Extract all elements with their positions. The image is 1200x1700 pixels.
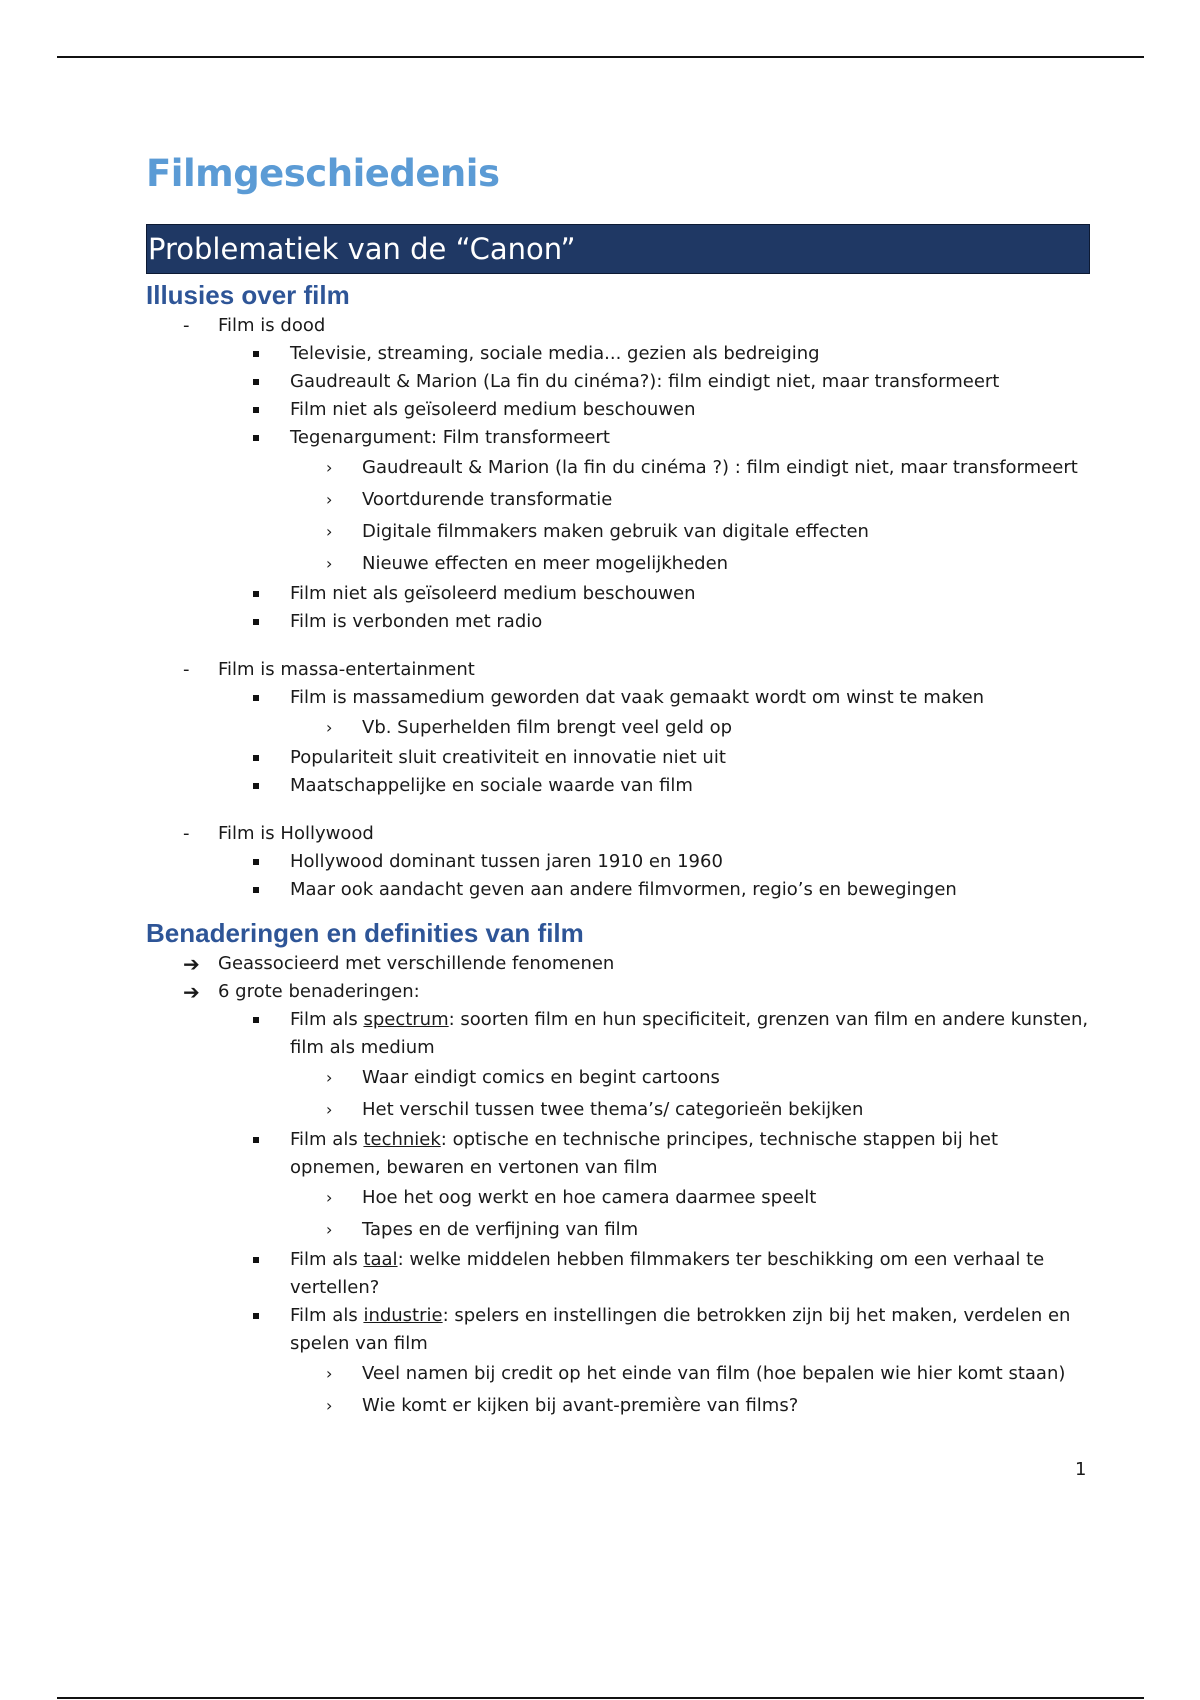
arrow-item-label: 6 grote benaderingen: xyxy=(218,981,420,1002)
approach-list xyxy=(218,1006,1090,1422)
square-bullet-icon xyxy=(253,859,259,865)
arrow-item xyxy=(146,978,1090,1422)
chevron-icon: › xyxy=(326,1220,333,1239)
dash-item-label: Film is Hollywood xyxy=(218,823,374,844)
arrow-item xyxy=(146,950,1090,978)
approach-term: industrie xyxy=(363,1305,443,1326)
chevron-icon: › xyxy=(326,1396,333,1415)
bullet-item xyxy=(146,876,1090,904)
bullet-text: Film is verbonden met radio xyxy=(290,611,543,632)
sub-bullet-list xyxy=(290,712,1090,744)
square-bullet-icon xyxy=(253,619,259,625)
bullet-item xyxy=(146,368,1090,396)
chevron-icon: › xyxy=(326,554,333,573)
bullet-list xyxy=(218,848,1090,904)
square-bullet-icon xyxy=(253,695,259,701)
square-bullet-icon xyxy=(253,379,259,385)
benaderingen-list xyxy=(146,950,1090,1422)
square-bullet-icon xyxy=(253,887,259,893)
bullet-item xyxy=(146,396,1090,424)
bullet-item xyxy=(146,424,1090,580)
sub-bullet-text: Gaudreault & Marion (la fin du cinéma ?) : film eindigt niet, maar transformeert xyxy=(362,457,1078,478)
spacer xyxy=(146,636,1090,656)
sub-bullet-list xyxy=(290,452,1090,580)
sub-bullet-text: Digitale filmmakers maken gebruik van digitale effecten xyxy=(362,521,869,542)
sub-bullet-item xyxy=(146,1214,1090,1246)
chevron-icon: › xyxy=(326,522,333,541)
dash-item xyxy=(146,820,1090,904)
arrow-right-icon: ➔ xyxy=(183,980,200,1004)
bullet-item xyxy=(146,340,1090,368)
square-bullet-icon xyxy=(253,591,259,597)
square-bullet-icon xyxy=(253,1017,259,1023)
square-bullet-icon xyxy=(253,755,259,761)
chevron-icon: › xyxy=(326,718,333,737)
spacer xyxy=(146,800,1090,820)
bullet-item xyxy=(146,580,1090,608)
bullet-list xyxy=(218,340,1090,636)
sub-bullet-item xyxy=(146,484,1090,516)
sub-bullet-item xyxy=(146,712,1090,744)
approach-text: Film als industrie: spelers en instellingen die betrokken zijn bij het maken, verdelen en spelen van film xyxy=(290,1305,1071,1354)
approach-item xyxy=(146,1126,1090,1246)
bullet-list xyxy=(218,684,1090,800)
chevron-icon: › xyxy=(326,490,333,509)
sub-bullet-text: Vb. Superhelden film brengt veel geld op xyxy=(362,717,733,738)
bullet-text: Maar ook aandacht geven aan andere filmvormen, regio’s en bewegingen xyxy=(290,879,957,900)
square-bullet-icon xyxy=(253,1257,259,1263)
chevron-icon: › xyxy=(326,1364,333,1383)
square-bullet-icon xyxy=(253,783,259,789)
chapter-banner: Problematiek van de “Canon” xyxy=(146,224,1090,274)
dash-item xyxy=(146,656,1090,800)
bullet-text: Film niet als geïsoleerd medium beschouwen xyxy=(290,399,696,420)
bullet-text: Tegenargument: Film transformeert xyxy=(290,427,610,448)
sub-bullet-text: Wie komt er kijken bij avant-première van films? xyxy=(362,1395,799,1416)
bullet-text: Televisie, streaming, sociale media... gezien als bedreiging xyxy=(290,343,820,364)
arrow-right-icon: ➔ xyxy=(183,952,200,976)
sub-bullet-text: Nieuwe effecten en meer mogelijkheden xyxy=(362,553,729,574)
bullet-item xyxy=(146,608,1090,636)
square-bullet-icon xyxy=(253,435,259,441)
sub-bullet-text: Veel namen bij credit op het einde van film (hoe bepalen wie hier komt staan) xyxy=(362,1363,1066,1384)
arrow-item-label: Geassocieerd met verschillende fenomenen xyxy=(218,953,615,974)
document-page xyxy=(146,150,1090,1422)
section-heading-benaderingen: Benaderingen en definities van film xyxy=(146,918,584,948)
square-bullet-icon xyxy=(253,1137,259,1143)
dash-item-label: Film is massa-entertainment xyxy=(218,659,475,680)
dash-marker: - xyxy=(183,315,190,336)
sub-bullet-item xyxy=(146,1390,1090,1422)
sub-bullet-item xyxy=(146,1358,1090,1390)
chevron-icon: › xyxy=(326,1100,333,1119)
sub-bullet-text: Waar eindigt comics en begint cartoons xyxy=(362,1067,720,1088)
section-heading-illusies: Illusies over film xyxy=(146,280,350,310)
document-title: Filmgeschiedenis xyxy=(146,152,500,195)
page-number: 1 xyxy=(1075,1459,1087,1480)
sub-bullet-text: Tapes en de verfijning van film xyxy=(362,1219,639,1240)
square-bullet-icon xyxy=(253,351,259,357)
sub-bullet-item xyxy=(146,1062,1090,1094)
sub-bullet-item xyxy=(146,1182,1090,1214)
sub-bullet-item xyxy=(146,1094,1090,1126)
footer-rule xyxy=(57,1697,1144,1699)
approach-item xyxy=(146,1302,1090,1422)
sub-bullet-text: Hoe het oog werkt en hoe camera daarmee speelt xyxy=(362,1187,817,1208)
chevron-icon: › xyxy=(326,1188,333,1207)
bullet-item xyxy=(146,772,1090,800)
sub-bullet-item xyxy=(146,516,1090,548)
sub-bullet-list xyxy=(290,1358,1090,1422)
approach-term: taal xyxy=(363,1249,398,1270)
approach-term: spectrum xyxy=(363,1009,449,1030)
bullet-item xyxy=(146,848,1090,876)
sub-bullet-item xyxy=(146,452,1090,484)
bullet-text: Film is massamedium geworden dat vaak gemaakt wordt om winst te maken xyxy=(290,687,985,708)
chevron-icon: › xyxy=(326,458,333,477)
approach-item xyxy=(146,1006,1090,1126)
bullet-text: Film niet als geïsoleerd medium beschouwen xyxy=(290,583,696,604)
bullet-text: Gaudreault & Marion (La fin du cinéma?): film eindigt niet, maar transformeert xyxy=(290,371,1000,392)
approach-text: Film als taal: welke middelen hebben filmmakers ter beschikking om een verhaal te vertellen? xyxy=(290,1249,1045,1298)
sub-bullet-list xyxy=(290,1062,1090,1126)
sub-bullet-item xyxy=(146,548,1090,580)
sub-bullet-text: Het verschil tussen twee thema’s/ categorieën bekijken xyxy=(362,1099,864,1120)
chevron-icon: › xyxy=(326,1068,333,1087)
square-bullet-icon xyxy=(253,407,259,413)
sub-bullet-text: Voortdurende transformatie xyxy=(362,489,613,510)
bullet-text: Maatschappelijke en sociale waarde van film xyxy=(290,775,693,796)
square-bullet-icon xyxy=(253,1313,259,1319)
approach-text: Film als spectrum: soorten film en hun specificiteit, grenzen van film en andere kunsten, film als medium xyxy=(290,1009,1089,1058)
illusies-list xyxy=(146,312,1090,904)
approach-text: Film als techniek: optische en technische principes, technische stappen bij het opnemen, bewaren en vertonen van film xyxy=(290,1129,999,1178)
bullet-text: Hollywood dominant tussen jaren 1910 en 1960 xyxy=(290,851,723,872)
dash-item xyxy=(146,312,1090,636)
dash-marker: - xyxy=(183,823,190,844)
approach-item xyxy=(146,1246,1090,1302)
bullet-item xyxy=(146,744,1090,772)
sub-bullet-list xyxy=(290,1182,1090,1246)
header-rule xyxy=(57,56,1144,58)
dash-marker: - xyxy=(183,659,190,680)
bullet-text: Populariteit sluit creativiteit en innovatie niet uit xyxy=(290,747,726,768)
dash-item-label: Film is dood xyxy=(218,315,326,336)
bullet-item xyxy=(146,684,1090,744)
approach-term: techniek xyxy=(363,1129,441,1150)
